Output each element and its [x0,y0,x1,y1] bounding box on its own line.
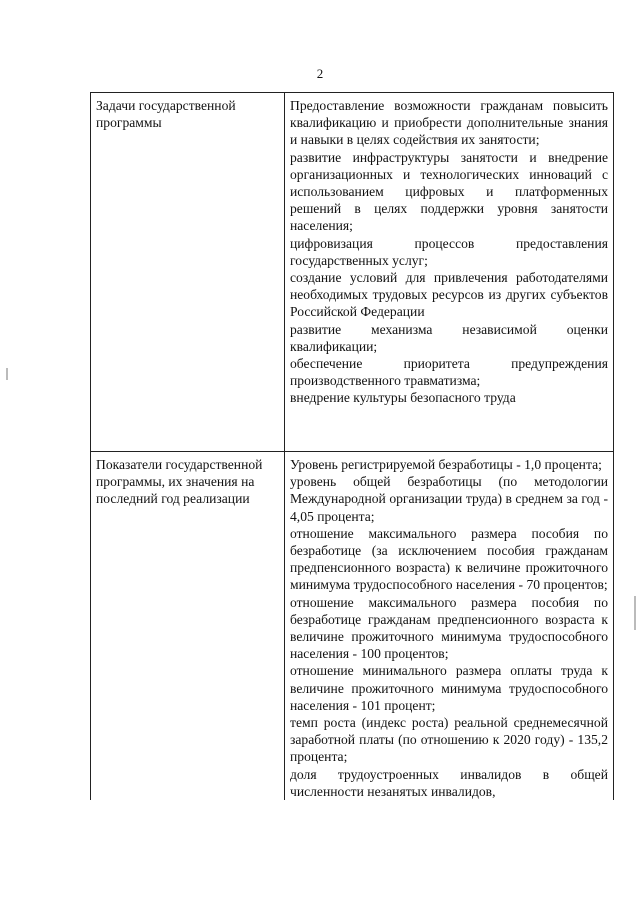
indicator-item: доля трудоустроенных инвалидов в общей численности незанятых инвалидов, [290,766,608,799]
page-number: 2 [316,66,324,81]
table-row-program-tasks [91,93,614,452]
task-item: развитие инфраструктуры занятости и внедрение организационных и технологических инноваций с использованием цифровых и платформенных решений в целях поддержки уровня занятости населения; [290,149,608,234]
indicator-item: Уровень регистрируемой безработицы - 1,0 процента; [290,457,602,472]
row-label-program-indicators: Показатели государственной программы, их значения на последний год реализации [91,452,285,801]
row-label-program-tasks: Задачи государственной программы [91,93,285,452]
row-content-program-tasks [285,93,614,452]
row-content-program-indicators [285,452,614,801]
scan-artifact-left [6,368,8,380]
indicator-item: уровень общей безработицы (по методологии Международной организации труда) в среднем за год - 4,05 процента; [290,474,608,524]
task-item: создание условий для привлечения работодателями необходимых трудовых ресурсов из других субъектов Российской Федерации [290,270,608,320]
task-item: обеспечение приоритета предупреждения производственного травматизма; [290,356,608,389]
indicator-item: отношение максимального размера пособия по безработице гражданам предпенсионного возраста к величине прожиточного минимума трудоспособного населения - 100 процентов; [290,594,608,662]
program-passport-table [90,92,614,800]
indicator-item: темп роста (индекс роста) реальной среднемесячной заработной платы (по отношению к 2020 году) - 135,2 процента; [290,715,608,765]
indicator-item: отношение минимального размера оплаты труда к величине прожиточного минимума трудоспособного населения - 101 процент; [290,663,608,713]
task-item: развитие механизма независимой оценки квалификации; [290,321,608,354]
task-item: цифровизация процессов предоставления государственных услуг; [290,235,608,268]
table-row-program-indicators [91,452,614,801]
indicator-item: отношение максимального размера пособия по безработице (за исключением пособия гражданам предпенсионного возраста) к величине прожиточного минимума трудоспособного населения - 70 процентов; [290,525,608,593]
scan-artifact-right [634,596,636,630]
task-item: внедрение культуры безопасного труда [290,390,516,406]
task-item: Предоставление возможности гражданам повысить квалификацию и приобрести дополнительные знания и навыки в целях содействия их занятости; [290,98,608,148]
